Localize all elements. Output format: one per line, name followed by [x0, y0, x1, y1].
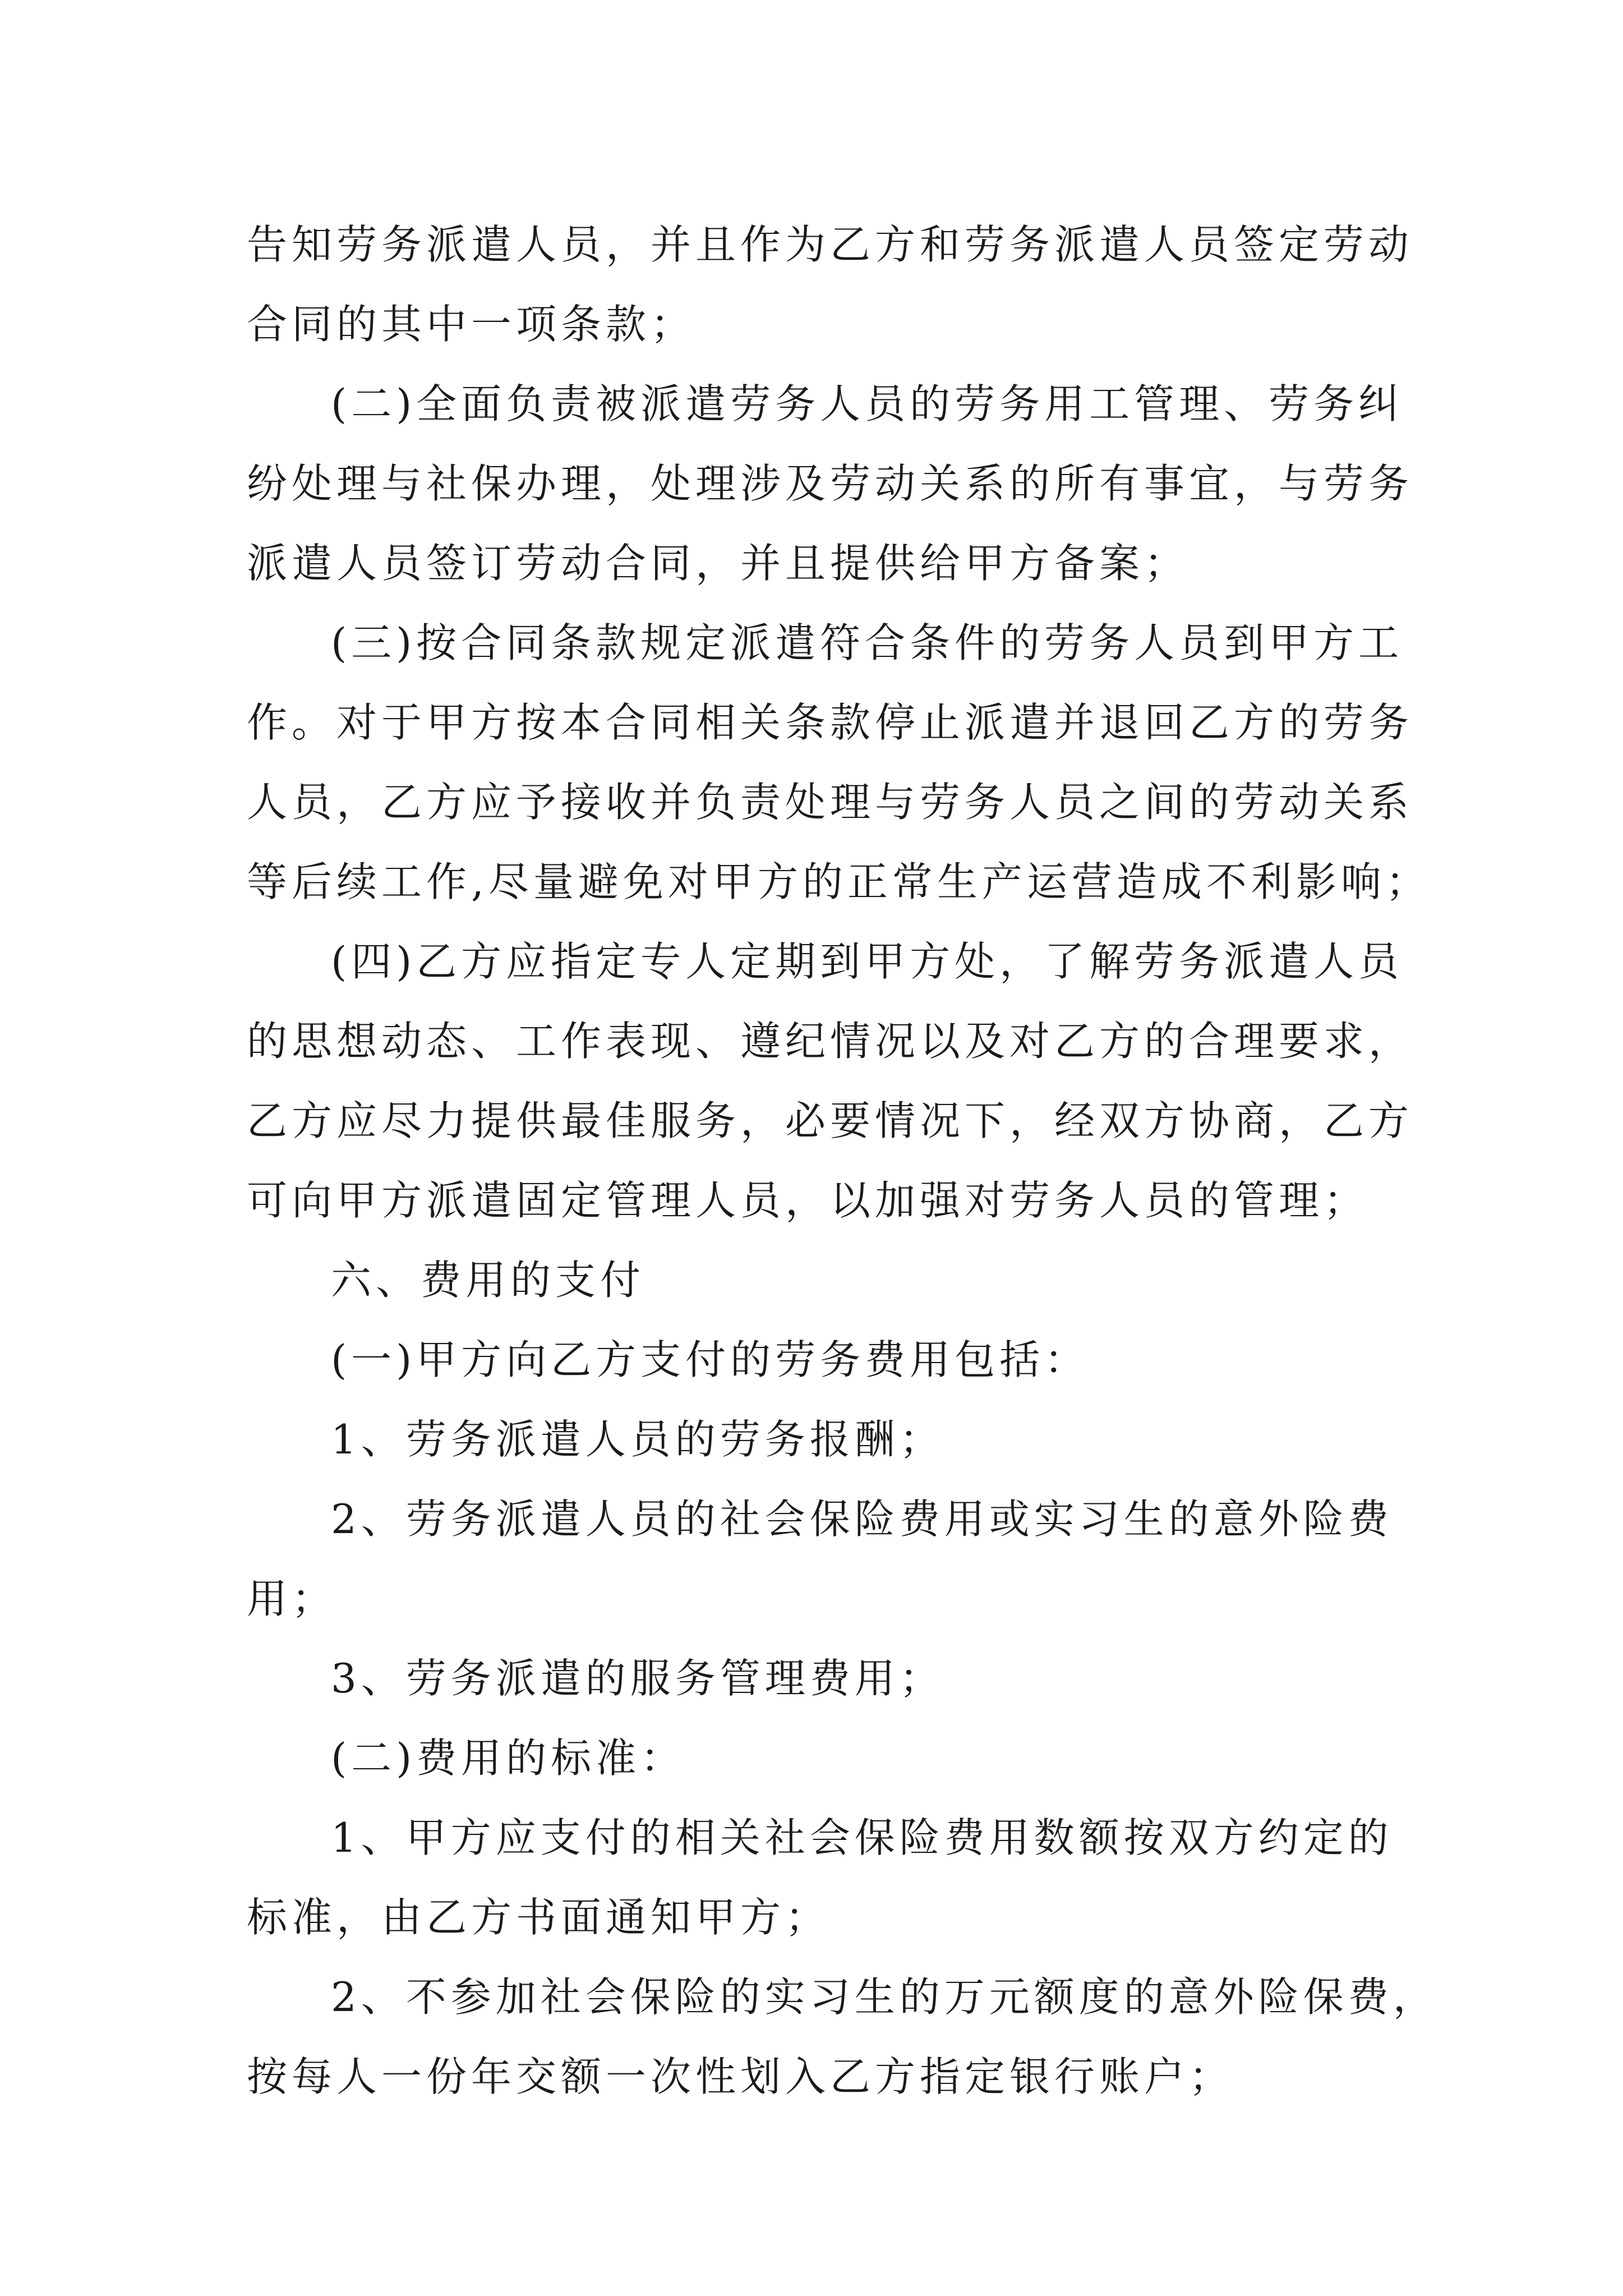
text-line: 乙方应尽力提供最佳服务，必要情况下，经双方协商，乙方 [247, 1097, 1414, 1144]
text-line: 告知劳务派遣人员，并且作为乙方和劳务派遣人员签定劳动 [247, 221, 1414, 268]
text-line: 按每人一份年交额一次性划入乙方指定银行账户； [247, 2053, 1234, 2100]
text-line: 可向甲方派遣固定管理人员，以加强对劳务人员的管理； [247, 1177, 1369, 1224]
text-line: 2、劳务派遣人员的社会保险费用或实习生的意外险费 [331, 1496, 1393, 1543]
text-line: 的思想动态、工作表现、遵纪情况以及对乙方的合理要求， [247, 1018, 1414, 1065]
text-line: (二)费用的标准： [331, 1734, 686, 1782]
text-line: (二)全面负责被派遣劳务人员的劳务用工管理、劳务纠 [331, 380, 1404, 427]
text-line: (一)甲方向乙方支付的劳务费用包括： [331, 1336, 1090, 1383]
text-line: 2、不参加社会保险的实习生的万元额度的意外险保费， [331, 1973, 1438, 2021]
text-line: 等后续工作,尽量避免对甲方的正常生产运营造成不利影响； [247, 858, 1431, 905]
text-line: 1、甲方应支付的相关社会保险费用数额按双方约定的 [331, 1814, 1393, 1861]
text-line: 标准，由乙方书面通知甲方； [247, 1894, 831, 1941]
text-line: 3、劳务派遣的服务管理费用； [331, 1655, 944, 1702]
text-line: (三)按合同条款规定派遣符合条件的劳务人员到甲方工 [331, 619, 1404, 666]
text-line: 作。对于甲方按本合同相关条款停止派遣并退回乙方的劳务 [247, 699, 1414, 746]
text-line: 纷处理与社保办理，处理涉及劳动关系的所有事宜，与劳务 [247, 460, 1414, 507]
text-line: 用； [247, 1575, 337, 1622]
section-heading: 六、费用的支付 [331, 1257, 645, 1304]
text-line: 合同的其中一项条款； [247, 301, 696, 348]
body-text [247, 205, 1438, 2116]
text-line: 派遣人员签订劳动合同，并且提供给甲方备案； [247, 540, 1189, 587]
text-line: 1、劳务派遣人员的劳务报酬； [331, 1416, 944, 1463]
text-line: (四)乙方应指定专人定期到甲方处，了解劳务派遣人员 [331, 938, 1404, 985]
text-line: 人员，乙方应予接收并负责处理与劳务人员之间的劳动关系 [247, 779, 1414, 826]
